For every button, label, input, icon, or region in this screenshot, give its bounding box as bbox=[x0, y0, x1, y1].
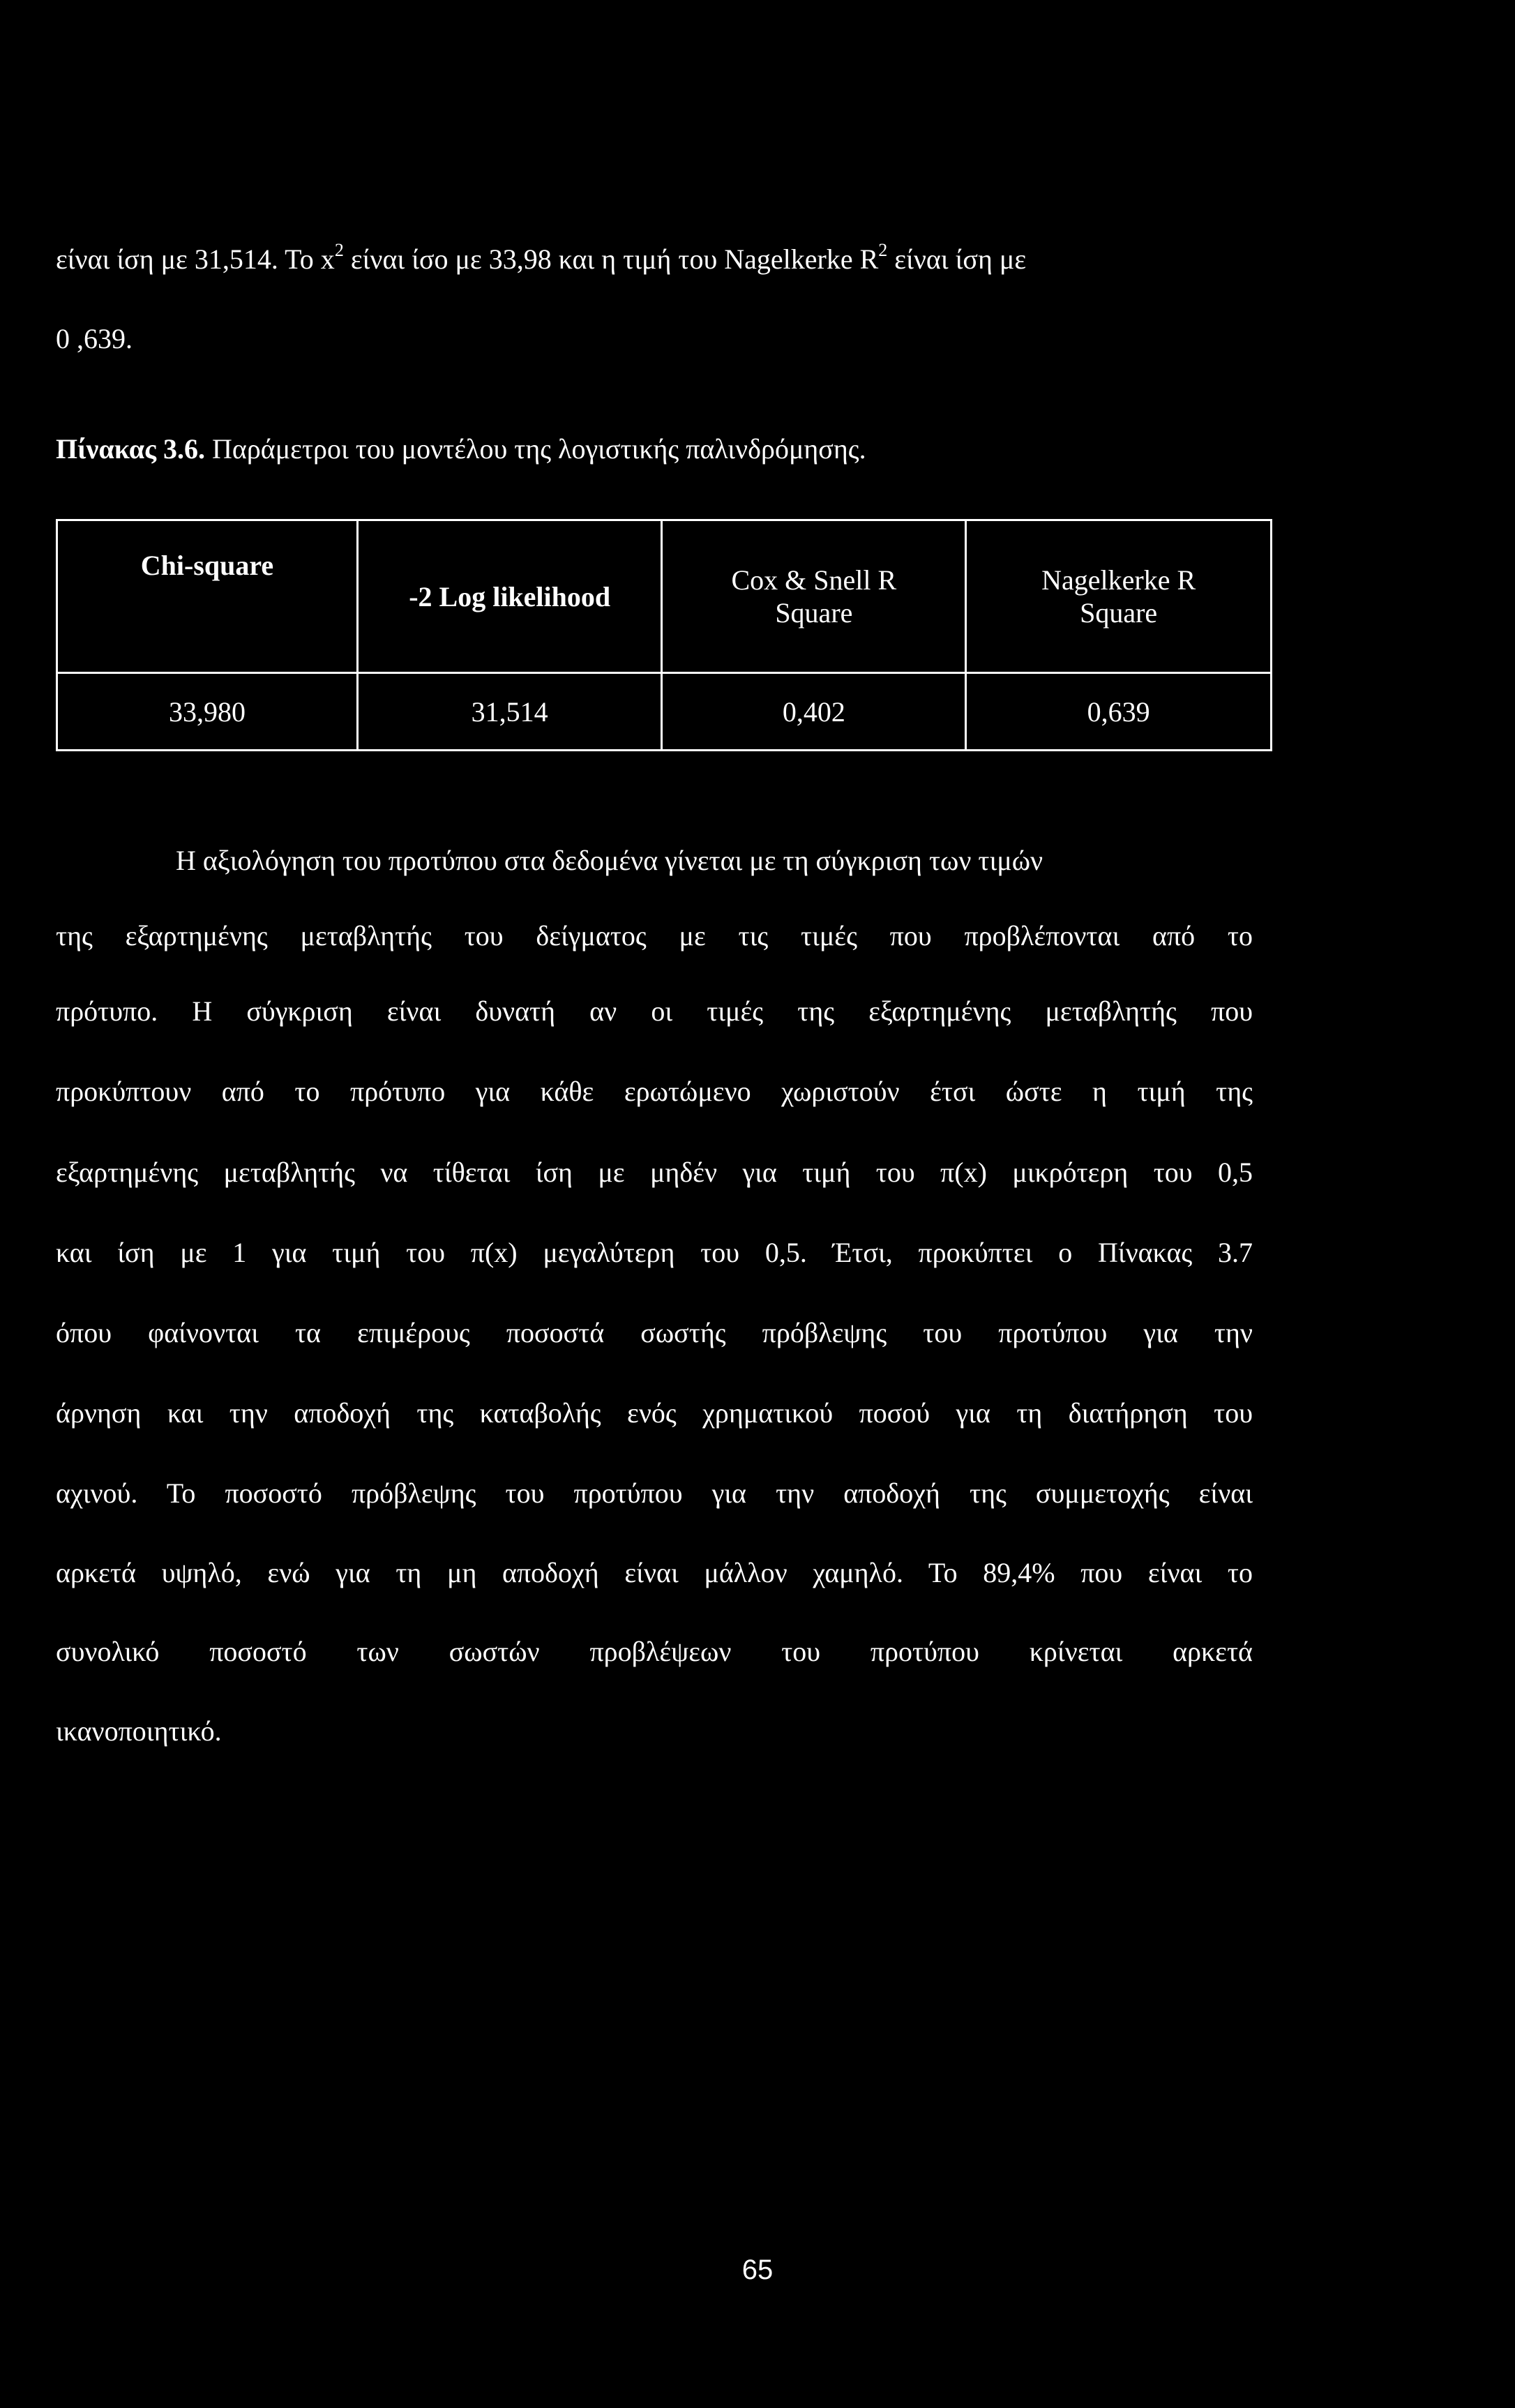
header-chi-square: Chi-square bbox=[57, 520, 358, 673]
text-line-1-part-b: είναι ίσο με 33,98 και η τιμή του Nagelkerke R bbox=[343, 243, 879, 275]
paragraph-line-4: προκύπτουν από το πρότυπο για κάθε ερωτώμενο χωριστούν έτσι ώστε η τιμή της bbox=[56, 1076, 1253, 1107]
cell-chi-square: 33,980 bbox=[57, 673, 358, 751]
model-parameters-table bbox=[56, 519, 1272, 751]
table-caption-label: Πίνακας 3.6. bbox=[56, 433, 205, 465]
header-cox-snell bbox=[662, 520, 966, 673]
paragraph-line-12: ικανοποιητικό. bbox=[56, 1715, 222, 1747]
paragraph-line-9: αχινού. Το ποσοστό πρόβλεψης του προτύπου για την αποδοχή της συμμετοχής είναι bbox=[56, 1477, 1253, 1509]
paragraph-line-11: συνολικό ποσοστό των σωστών προβλέψεων του προτύπου κρίνεται αρκετά bbox=[56, 1636, 1253, 1667]
cell-log-likelihood: 31,514 bbox=[357, 673, 662, 751]
cell-cox-snell: 0,402 bbox=[662, 673, 966, 751]
paragraph-line-2: της εξαρτημένης μεταβλητής του δείγματος με τις τιμές που προβλέπονται από το bbox=[56, 920, 1253, 951]
text-line-2: 0 ,639. bbox=[56, 323, 133, 354]
text-line-1 bbox=[56, 240, 1027, 275]
paragraph-line-6: και ίση με 1 για τιμή του π(x) μεγαλύτερη του 0,5. Έτσι, προκύπτει ο Πίνακας 3.7 bbox=[56, 1237, 1253, 1268]
table-header-row bbox=[57, 520, 1272, 673]
header-cox-snell-line1: Cox & Snell R bbox=[731, 564, 897, 596]
paragraph-line-5: εξαρτημένης μεταβλητής να τίθεται ίση με μηδέν για τιμή του π(x) μικρότερη του 0,5 bbox=[56, 1157, 1253, 1188]
paragraph-line-10: αρκετά υψηλό, ενώ για τη μη αποδοχή είναι μάλλον χαμηλό. Το 89,4% που είναι το bbox=[56, 1557, 1253, 1588]
paragraph-line-8: άρνηση και την αποδοχή της καταβολής ενός χρηματικού ποσού για τη διατήρηση του bbox=[56, 1397, 1253, 1429]
header-log-likelihood: -2 Log likelihood bbox=[357, 520, 662, 673]
paragraph-line-1: Η αξιολόγηση του προτύπου στα δεδομένα γίνεται με τη σύγκριση των τιμών bbox=[176, 845, 1043, 876]
text-line-1-part-c: είναι ίση με bbox=[887, 243, 1027, 275]
header-nagelkerke-line2: Square bbox=[1080, 597, 1158, 629]
paragraph-line-3: πρότυπο. Η σύγκριση είναι δυνατή αν οι τιμές της εξαρτημένης μεταβλητής που bbox=[56, 995, 1253, 1027]
text-line-1-part-a: είναι ίση με 31,514. Το x bbox=[56, 243, 335, 275]
header-nagelkerke-line1: Nagelkerke R bbox=[1041, 564, 1196, 596]
table-caption-text: Παράμετροι του μοντέλου της λογιστικής παλινδρόμησης. bbox=[204, 433, 866, 465]
cell-nagelkerke: 0,639 bbox=[966, 673, 1272, 751]
table-caption bbox=[56, 435, 866, 463]
paragraph-line-7: όπου φαίνονται τα επιμέρους ποσοστά σωστής πρόβλεψης του προτύπου για την bbox=[56, 1317, 1253, 1348]
header-nagelkerke bbox=[966, 520, 1272, 673]
superscript-2: 2 bbox=[334, 240, 344, 260]
header-cox-snell-line2: Square bbox=[775, 597, 853, 629]
superscript-2b: 2 bbox=[878, 240, 888, 260]
page-number: 65 bbox=[741, 2255, 774, 2285]
table-row bbox=[57, 673, 1272, 751]
